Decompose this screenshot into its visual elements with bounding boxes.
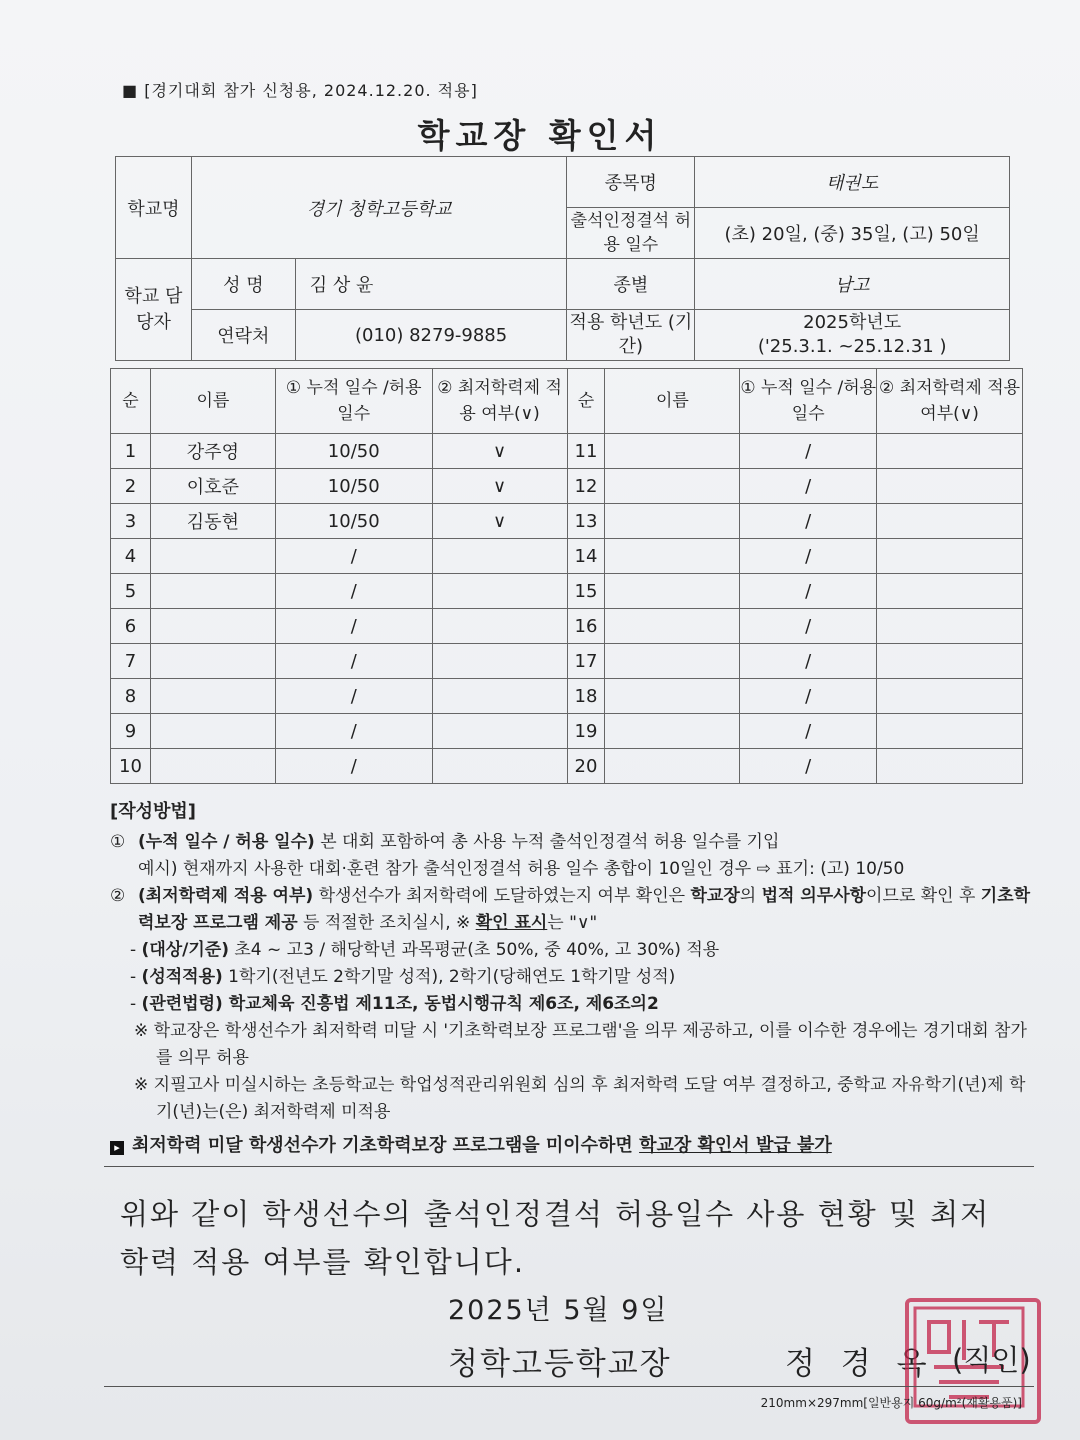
info-table [115, 156, 1010, 361]
absence-value: (초) 20일, (중) 35일, (고) 50일 [695, 208, 1010, 259]
item-2-emph: 확인 표시 [475, 913, 548, 933]
row-number: 1 [111, 434, 151, 469]
category-label: 종별 [567, 259, 695, 310]
school-label: 학교명 [116, 157, 192, 259]
check-mark [877, 539, 1023, 574]
student-name: 이호준 [150, 469, 275, 504]
student-name [150, 539, 275, 574]
col-days-header: ① 누적 일수 /허용 일수 [740, 369, 877, 434]
days-value: / [275, 574, 432, 609]
row-number: 17 [567, 644, 605, 679]
row-number: 14 [567, 539, 605, 574]
student-name [605, 679, 740, 714]
bottom-divider [104, 1386, 1034, 1387]
law-term: (관련법령) [141, 994, 223, 1014]
student-table [110, 368, 1023, 784]
note-1: ※ 학교장은 학생선수가 최저학력 미달 시 '기초학력보장 프로그램'을 의무 제공하고, 이를 이수한 경우에는 경기대회 참가를 의무 허용 [134, 1021, 1027, 1068]
item-1-number: ① [110, 832, 126, 852]
col-check-header: ② 최저학력제 적용 여부(∨) [877, 369, 1023, 434]
days-value: / [275, 749, 432, 784]
check-mark [432, 609, 567, 644]
row-number: 20 [567, 749, 605, 784]
item-2-text: 는 "∨" [547, 913, 598, 933]
year-value: 2025학년도 [803, 312, 902, 333]
student-name [605, 504, 740, 539]
grades-line: - (성적적용) 1학기(전년도 2학기말 성적), 2학기(당해연도 1학기말 성적) [130, 967, 676, 987]
check-mark [877, 609, 1023, 644]
row-number: 2 [111, 469, 151, 504]
days-value: / [740, 609, 877, 644]
name-label: 성 명 [191, 259, 295, 310]
item-2-text: 이므로 확인 후 [866, 886, 981, 906]
col-name-header: 이름 [605, 369, 740, 434]
school-value: 경기 청학고등학교 [191, 157, 567, 259]
row-number: 18 [567, 679, 605, 714]
col-name-header: 이름 [150, 369, 275, 434]
row-number: 8 [111, 679, 151, 714]
row-number: 3 [111, 504, 151, 539]
criteria-line: - (대상/기준) 초4 ~ 고3 / 해당학년 과목평균(초 50%, 중 40%, 고 30%) 적용 [130, 940, 720, 960]
criteria-term: (대상/기준) [141, 940, 229, 960]
period-value: ('25.3.1. ~25.12.31 ) [757, 336, 947, 357]
check-mark: ∨ [432, 469, 567, 504]
check-mark [877, 469, 1023, 504]
name-value: 김 상 윤 [295, 259, 567, 310]
row-number: 4 [111, 539, 151, 574]
warning-emph: 학교장 확인서 발급 불가 [639, 1135, 832, 1156]
row-number: 10 [111, 749, 151, 784]
row-number: 11 [567, 434, 605, 469]
student-name [605, 714, 740, 749]
days-value: 10/50 [275, 504, 432, 539]
row-number: 13 [567, 504, 605, 539]
col-no-header: 순 [111, 369, 151, 434]
category-value: 남고 [695, 259, 1010, 310]
check-mark [432, 644, 567, 679]
student-name [150, 574, 275, 609]
divider [104, 1166, 1034, 1167]
table-row [111, 714, 1023, 749]
check-mark [877, 749, 1023, 784]
item-2-number: ② [110, 886, 126, 906]
law-line: - (관련법령) 학교체육 진흥법 제11조, 동법시행규칙 제6조, 제6조의2 [130, 994, 659, 1014]
instruction-item-1 [110, 829, 1040, 883]
item-2-text: 등 적절한 조치실시, ※ [297, 913, 476, 933]
phone-value: (010) 8279-9885 [295, 310, 567, 361]
instructions-section [110, 798, 1040, 1159]
row-number: 7 [111, 644, 151, 679]
table-row [111, 539, 1023, 574]
absence-label: 출석인정결석 허용 일수 [567, 208, 695, 259]
item-1-text: 본 대회 포함하여 총 사용 누적 출석인정결석 허용 일수를 기입 [314, 832, 780, 852]
days-value: / [740, 434, 877, 469]
sport-value: 태권도 [695, 157, 1010, 208]
days-value: / [740, 679, 877, 714]
days-value: / [275, 644, 432, 679]
year-cell [695, 310, 1010, 361]
row-number: 9 [111, 714, 151, 749]
check-mark [877, 574, 1023, 609]
warning-text: 최저학력 미달 학생선수가 기초학력보장 프로그램을 미이수하면 [132, 1135, 640, 1156]
row-number: 6 [111, 609, 151, 644]
row-number: 12 [567, 469, 605, 504]
check-mark [877, 504, 1023, 539]
arrow-box-icon: ▸ [110, 1141, 124, 1155]
student-name [150, 644, 275, 679]
days-value: / [275, 609, 432, 644]
col-days-header: ① 누적 일수 /허용 일수 [275, 369, 432, 434]
principal-title: 청학고등학교장 [448, 1346, 672, 1382]
days-value: / [740, 749, 877, 784]
student-name [605, 644, 740, 679]
year-label: 적용 학년도 (기간) [567, 310, 695, 361]
student-name [605, 539, 740, 574]
student-name [605, 574, 740, 609]
issue-date: 2025년 5월 9일 [448, 1295, 669, 1326]
seal-label: (직인) [952, 1343, 1031, 1377]
check-mark: ∨ [432, 434, 567, 469]
check-mark [877, 644, 1023, 679]
table-row [111, 469, 1023, 504]
student-name: 김동현 [150, 504, 275, 539]
row-number: 16 [567, 609, 605, 644]
warning-line [110, 1132, 1040, 1159]
item-1-example: 예시) 현재까지 사용한 대회·훈련 참가 출석인정결석 허용 일수 총합이 10일인 경우 ⇨ 표기: (고) 10/50 [138, 859, 905, 879]
item-2-emph: 법적 의무사항 [761, 886, 867, 906]
table-row [111, 574, 1023, 609]
days-value: / [275, 714, 432, 749]
student-name [150, 679, 275, 714]
days-value: / [275, 539, 432, 574]
student-name [150, 749, 275, 784]
student-name [605, 434, 740, 469]
item-2-emph: 학교장 [690, 886, 740, 906]
item-2-text: 의 [739, 886, 762, 906]
phone-label: 연락처 [191, 310, 295, 361]
days-value: / [740, 714, 877, 749]
student-name [605, 609, 740, 644]
student-name [605, 469, 740, 504]
table-row [111, 679, 1023, 714]
criteria-text: 초4 ~ 고3 / 해당학년 과목평균(초 50%, 중 40%, 고 30%) 적용 [228, 940, 720, 960]
check-mark [432, 679, 567, 714]
row-number: 15 [567, 574, 605, 609]
table-row [111, 644, 1023, 679]
days-value: 10/50 [275, 469, 432, 504]
days-value: / [740, 644, 877, 679]
confirmation-text: 위와 같이 학생선수의 출석인정결석 허용일수 사용 현황 및 최저학력 적용 여부를 확인합니다. [120, 1197, 991, 1279]
sport-label: 종목명 [567, 157, 695, 208]
student-rows [111, 434, 1023, 784]
check-mark: ∨ [432, 504, 567, 539]
contact-group-label: 학교 담당자 [116, 259, 192, 361]
item-1-term: (누적 일수 / 허용 일수) [138, 832, 315, 852]
days-value: 10/50 [275, 434, 432, 469]
item-2-emph: 기초학력보장 프로그램 제공 [138, 886, 1031, 933]
days-value: / [275, 679, 432, 714]
law-text: 학교체육 진흥법 제11조, 동법시행규칙 제6조, 제6조의2 [222, 994, 659, 1014]
document-title: 학교장 확인서 [417, 116, 663, 155]
instructions-heading: [작성방법] [110, 801, 197, 822]
row-number: 19 [567, 714, 605, 749]
check-mark [877, 714, 1023, 749]
row-number: 5 [111, 574, 151, 609]
table-row [111, 749, 1023, 784]
form-header-note: ■ [경기대회 참가 신청용, 2024.12.20. 적용] [122, 81, 478, 100]
item-2-text: 학생선수가 최저학력에 도달하였는지 여부 확인은 [313, 886, 691, 906]
check-mark [432, 749, 567, 784]
item-2-term: (최저학력제 적용 여부) [138, 886, 314, 906]
days-value: / [740, 469, 877, 504]
col-no-header: 순 [567, 369, 605, 434]
grades-term: (성적적용) [141, 967, 223, 987]
days-value: / [740, 574, 877, 609]
col-check-header: ② 최저학력제 적용 여부(∨) [432, 369, 567, 434]
student-name: 강주영 [150, 434, 275, 469]
paper-size-note: 210mm×297mm[일반용지 60g/m²(재활용품)] [760, 1396, 1022, 1410]
principal-name: 정 경 옥 [785, 1346, 935, 1382]
instruction-item-2 [110, 883, 1040, 937]
check-mark [432, 539, 567, 574]
check-mark [877, 434, 1023, 469]
note-2: ※ 지필고사 미실시하는 초등학교는 학업성적관리위원회 심의 후 최저학력 도달 여부 결정하고, 중학교 자유학기(년)제 학기(년)는(은) 최저학력제 미적용 [134, 1075, 1026, 1122]
student-name [150, 609, 275, 644]
check-mark [432, 574, 567, 609]
table-row [111, 434, 1023, 469]
days-value: / [740, 504, 877, 539]
check-mark [432, 714, 567, 749]
table-row [111, 504, 1023, 539]
grades-text: 1학기(전년도 2학기말 성적), 2학기(당해연도 1학기말 성적) [222, 967, 676, 987]
days-value: / [740, 539, 877, 574]
table-row [111, 609, 1023, 644]
student-name [150, 714, 275, 749]
check-mark [877, 679, 1023, 714]
student-name [605, 749, 740, 784]
